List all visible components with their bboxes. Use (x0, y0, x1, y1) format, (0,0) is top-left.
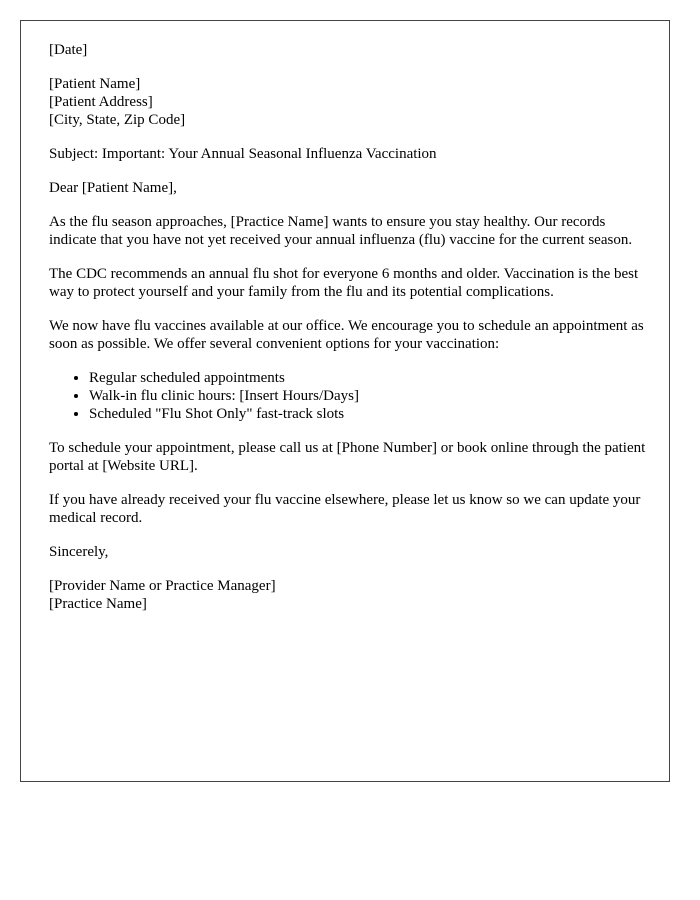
body-paragraph-intro: As the flu season approaches, [Practice Name] wants to ensure you stay healthy. Our records indicate that you have not yet received your annual influenza (flu) vaccine for the current season. (49, 214, 633, 248)
signature-name: [Provider Name or Practice Manager] (49, 578, 276, 594)
recipient-city-state-zip: [City, State, Zip Code] (49, 112, 186, 128)
body-paragraph-cdc: The CDC recommends an annual flu shot for everyone 6 months and older. Vaccination is the best way to protect yourself and your family from the flu and its potential complications. (49, 266, 639, 300)
recipient-block (49, 75, 649, 129)
recipient-address: [Patient Address] (49, 94, 153, 110)
letter-closing: Sincerely, (49, 544, 109, 560)
vaccination-options-list (49, 369, 649, 423)
letter-page (20, 20, 670, 782)
signature-practice: [Practice Name] (49, 596, 147, 612)
signature-block (49, 577, 649, 613)
letter-greeting: Dear [Patient Name], (49, 180, 177, 196)
body-paragraph-already-received: If you have already received your flu vaccine elsewhere, please let us know so we can update your medical record. (49, 492, 641, 526)
letter-subject: Subject: Important: Your Annual Seasonal Influenza Vaccination (49, 146, 437, 162)
body-paragraph-scheduling: To schedule your appointment, please call us at [Phone Number] or book online through the patient portal at [Website URL]. (49, 440, 646, 474)
recipient-name: [Patient Name] (49, 76, 141, 92)
list-item: • Walk-in flu clinic hours: [Insert Hours/Days] (89, 387, 649, 405)
list-item: • Regular scheduled appointments (89, 369, 649, 387)
body-paragraph-availability: We now have flu vaccines available at our office. We encourage you to schedule an appointment as soon as possible. We offer several convenient options for your vaccination: (49, 318, 644, 352)
letter-date: [Date] (49, 42, 88, 58)
list-item: • Scheduled "Flu Shot Only" fast-track slots (89, 405, 649, 423)
